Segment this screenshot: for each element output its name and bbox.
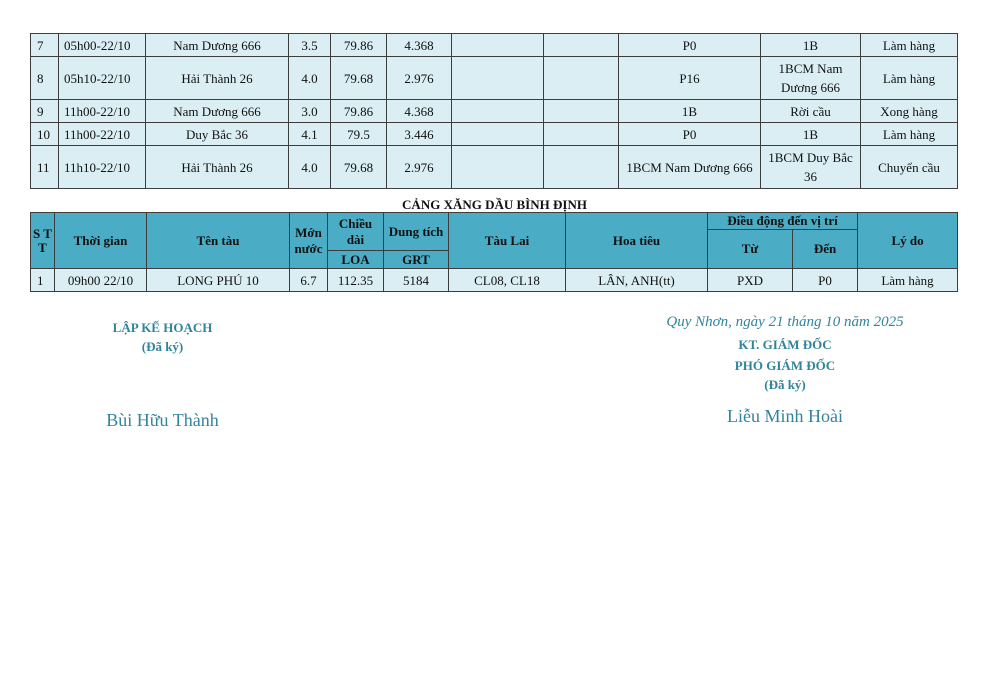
header-pilot: Hoa tiêu <box>566 213 708 269</box>
cell-grt: 4.368 <box>387 100 452 123</box>
cell-reason: Chuyển cầu <box>861 146 958 189</box>
deputy-director-title: PHÓ GIÁM ĐỐC <box>734 358 836 373</box>
director-name: Liễu Minh Hoài <box>727 406 843 426</box>
cell-ship: LONG PHÚ 10 <box>147 269 290 292</box>
table-row <box>31 34 958 57</box>
cell-stt: 11 <box>31 146 59 189</box>
cell-from: 1BCM Nam Dương 666 <box>619 146 761 189</box>
cell-stt: 8 <box>31 57 59 100</box>
cell-pilot <box>544 146 619 189</box>
section-title: CẢNG XĂNG DẦU BÌNH ĐỊNH <box>402 197 587 212</box>
cell-from: PXD <box>708 269 793 292</box>
planner-title: LẬP KẾ HOẠCH <box>112 320 213 335</box>
director-signed-note: (Đã ký) <box>764 377 806 392</box>
cell-time: 11h00-22/10 <box>59 123 146 146</box>
header-reason: Lý do <box>858 213 958 269</box>
table-row <box>31 100 958 123</box>
header-move: Điều động đến vị trí <box>708 213 858 230</box>
cell-draft: 4.0 <box>289 57 331 100</box>
cell-tug: CL08, CL18 <box>449 269 566 292</box>
cell-pilot <box>544 34 619 57</box>
cell-reason: Làm hàng <box>858 269 958 292</box>
header-draft: Mớn nước <box>290 213 328 269</box>
cell-tug <box>452 146 544 189</box>
cell-time: 05h10-22/10 <box>59 57 146 100</box>
header-ship: Tên tàu <box>147 213 290 269</box>
cell-time: 09h00 22/10 <box>55 269 147 292</box>
cell-draft: 3.5 <box>289 34 331 57</box>
cell-ship: Nam Dương 666 <box>146 34 289 57</box>
cell-time: 11h00-22/10 <box>59 100 146 123</box>
header-length: Chiều dài <box>328 213 384 251</box>
cell-reason: Xong hàng <box>861 100 958 123</box>
planner-name: Bùi Hữu Thành <box>106 410 219 430</box>
cell-stt: 1 <box>31 269 55 292</box>
left-signature-block <box>60 318 265 431</box>
cell-reason: Làm hàng <box>861 57 958 100</box>
cell-draft: 3.0 <box>289 100 331 123</box>
cell-tug <box>452 123 544 146</box>
cell-grt: 2.976 <box>387 146 452 189</box>
director-title: KT. GIÁM ĐỐC <box>738 337 832 352</box>
cell-from: P0 <box>619 123 761 146</box>
cell-reason: Làm hàng <box>861 123 958 146</box>
schedule-table-petro-port <box>30 212 958 292</box>
cell-from: 1B <box>619 100 761 123</box>
cell-stt: 7 <box>31 34 59 57</box>
table-row <box>31 57 958 100</box>
header-grt: GRT <box>384 251 449 269</box>
header-to: Đến <box>793 230 858 269</box>
cell-tug <box>452 57 544 100</box>
cell-loa: 79.86 <box>331 34 387 57</box>
cell-grt: 2.976 <box>387 57 452 100</box>
cell-pilot <box>544 100 619 123</box>
cell-tug <box>452 100 544 123</box>
cell-reason: Làm hàng <box>861 34 958 57</box>
schedule-table-continued <box>30 33 958 189</box>
cell-to: 1B <box>761 123 861 146</box>
cell-to: 1B <box>761 34 861 57</box>
cell-pilot <box>544 123 619 146</box>
right-signature-block <box>640 314 930 427</box>
cell-time: 05h00-22/10 <box>59 34 146 57</box>
cell-loa: 79.86 <box>331 100 387 123</box>
cell-loa: 112.35 <box>328 269 384 292</box>
place-date: Quy Nhơn, ngày 21 tháng 10 năm 2025 <box>666 314 904 330</box>
table-row <box>31 269 958 292</box>
header-loa: LOA <box>328 251 384 269</box>
table-row <box>31 146 958 189</box>
cell-to: 1BCM Nam Dương 666 <box>761 57 861 100</box>
cell-ship: Hải Thành 26 <box>146 146 289 189</box>
cell-loa: 79.68 <box>331 57 387 100</box>
cell-from: P16 <box>619 57 761 100</box>
cell-pilot <box>544 57 619 100</box>
header-capacity: Dung tích <box>384 213 449 251</box>
cell-ship: Hải Thành 26 <box>146 57 289 100</box>
cell-ship: Nam Dương 666 <box>146 100 289 123</box>
cell-loa: 79.5 <box>331 123 387 146</box>
cell-draft: 4.0 <box>289 146 331 189</box>
table-row <box>31 123 958 146</box>
cell-from: P0 <box>619 34 761 57</box>
cell-to: P0 <box>793 269 858 292</box>
cell-loa: 79.68 <box>331 146 387 189</box>
cell-stt: 9 <box>31 100 59 123</box>
header-tug: Tàu Lai <box>449 213 566 269</box>
cell-to: Rời cầu <box>761 100 861 123</box>
cell-stt: 10 <box>31 123 59 146</box>
cell-ship: Duy Bắc 36 <box>146 123 289 146</box>
cell-draft: 6.7 <box>290 269 328 292</box>
cell-grt: 3.446 <box>387 123 452 146</box>
cell-grt: 5184 <box>384 269 449 292</box>
planner-signed-note: (Đã ký) <box>141 339 184 354</box>
cell-draft: 4.1 <box>289 123 331 146</box>
cell-tug <box>452 34 544 57</box>
cell-pilot: LÂN, ANH(tt) <box>566 269 708 292</box>
header-from: Từ <box>708 230 793 269</box>
cell-grt: 4.368 <box>387 34 452 57</box>
header-stt: S T T <box>31 213 55 269</box>
cell-to: 1BCM Duy Bắc 36 <box>761 146 861 189</box>
cell-time: 11h10-22/10 <box>59 146 146 189</box>
header-time: Thời gian <box>55 213 147 269</box>
